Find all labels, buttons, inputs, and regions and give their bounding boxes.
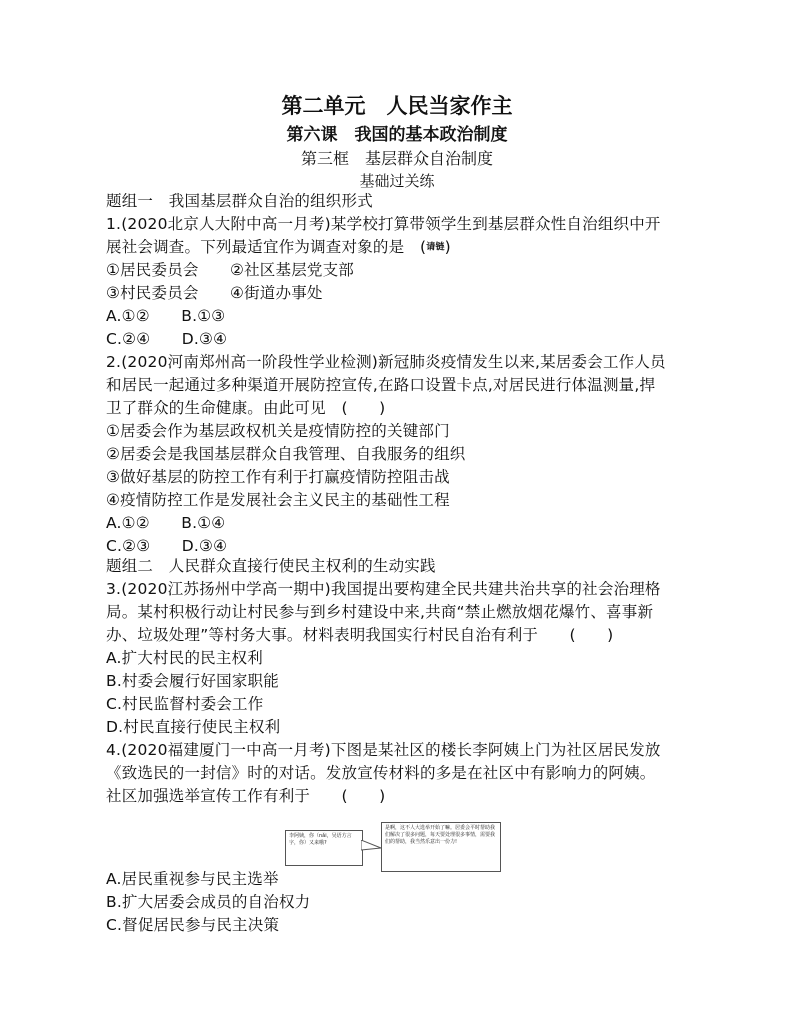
group2-title: 题组二 人民群众直接行使民主权利的生动实践 (106, 557, 436, 575)
q4-option-a: A.居民重视参与民主选举 (106, 870, 279, 888)
q1-stem-text: 展社会调查。下列最适宜作为调查对象的是 ( (106, 238, 427, 256)
q3-option-b: B.村委会履行好国家职能 (106, 672, 279, 690)
q2-choices-1: A.①② B.①④ (106, 514, 226, 532)
group1-title: 题组一 我国基层群众自治的组织形式 (106, 192, 373, 210)
dialogue-illustration (285, 822, 495, 868)
q1-options-2: ③村民委员会 ④街道办事处 (106, 284, 323, 302)
level-title: 基础过关练 (359, 172, 435, 190)
q4-stem-line1: 4.(2020福建厦门一中高一月考)下图是某社区的楼长李阿姨上门为社区居民发放 (106, 741, 661, 759)
q4-option-c: C.督促居民参与民主决策 (106, 916, 280, 934)
q2-statement-1: ①居委会作为基层政权机关是疫情防控的关键部门 (106, 422, 450, 440)
q2-choices-2: C.②③ D.③④ (106, 537, 228, 555)
section-title: 第三框 基层群众自治制度 (300, 149, 493, 168)
q1-stem-line2 (106, 236, 451, 259)
q1-stem-line1: 1.(2020北京人大附中高一月考)某学校打算带领学生到基层群众性自治组织中开 (106, 215, 661, 233)
speech-tail-left-icon (361, 840, 383, 854)
q2-statement-4: ④疫情防控工作是发展社会主义民主的基础性工程 (106, 491, 450, 509)
q3-stem-line3: 办、垃圾处理”等村务大事。材料表明我国实行村民自治有利于 ( ) (106, 626, 614, 644)
q1-choices-2: C.②④ D.③④ (106, 330, 228, 348)
q3-stem-line1: 3.(2020江苏扬州中学高一期中)我国提出要构建全民共建共治共享的社会治理格 (106, 580, 661, 598)
q3-option-c: C.村民监督村委会工作 (106, 695, 264, 713)
unit-title: 第二单元 人民当家作主 (281, 94, 513, 118)
q3-option-d: D.村民直接行使民主权利 (106, 718, 281, 736)
q2-stem-line1: 2.(2020河南郑州高一阶段性学业检测)新冠肺炎疫情发生以来,某居委会工作人员 (106, 353, 666, 371)
lesson-title: 第六课 我国的基本政治制度 (286, 125, 508, 145)
q3-stem-line2: 局。某村积极行动让村民参与到乡村建设中来,共商“禁止燃放烟花爆竹、喜事新 (106, 603, 654, 621)
q1-options-1: ①居民委员会 ②社区基层党支部 (106, 261, 354, 279)
q1-choices-1: A.①② B.①③ (106, 307, 226, 325)
q4-stem-line3: 社区加强选举宣传工作有利于 ( ) (106, 787, 386, 805)
q1-bracket-close: ) (444, 238, 451, 256)
q4-stem-line2: 《致选民的一封信》时的对话。发放宣传材料的多是在社区中有影响力的阿姨。 (106, 764, 656, 782)
q3-option-a: A.扩大村民的民主权利 (106, 649, 263, 667)
q2-stem-line2: 和居民一起通过多种渠道开展防控宣传,在路口设置卡点,对居民进行体温测量,捍 (106, 376, 656, 394)
q2-stem-line3: 卫了群众的生命健康。由此可见 ( ) (106, 399, 386, 417)
speech-bubble-left: 李阿姨，你（nǎi，吴语方言字，你）又来哦? (285, 830, 363, 866)
q4-option-b: B.扩大居委会成员的自治权力 (106, 893, 311, 911)
q1-mark: 请链 (426, 242, 445, 253)
q2-statement-2: ②居委会是我国基层群众自我管理、自我服务的组织 (106, 445, 466, 463)
q2-statement-3: ③做好基层的防控工作有利于打赢疫情防控阻击战 (106, 468, 450, 486)
speech-bubble-right: 是啊，这不人大选举开始了嘛。居委会平时帮助我们解决了很多问题，每天要处理很多事情，需要我们的帮助，我当然乐意出一份力! (381, 822, 501, 872)
